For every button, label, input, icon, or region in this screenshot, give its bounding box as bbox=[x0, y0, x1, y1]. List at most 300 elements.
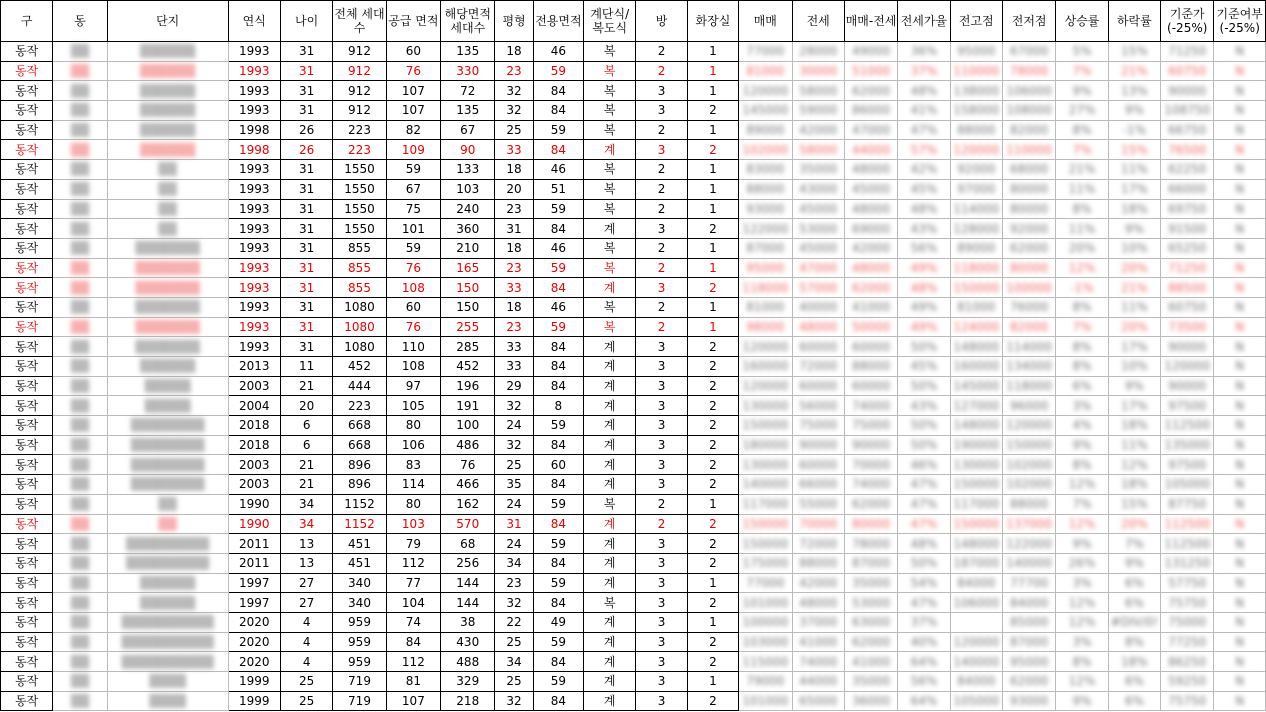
cell-dong[interactable]: ▒▒ bbox=[53, 396, 107, 416]
cell-complex[interactable]: ▒▒▒▒▒▒ bbox=[107, 61, 228, 81]
table-cell[interactable]: 108 bbox=[386, 278, 440, 298]
blurred-cell[interactable]: 150000 bbox=[1002, 435, 1055, 455]
cell-gu[interactable]: 동작 bbox=[1, 435, 53, 455]
table-cell[interactable]: 23 bbox=[495, 61, 533, 81]
table-cell[interactable]: 1550 bbox=[333, 179, 386, 199]
table-cell[interactable]: 복 bbox=[584, 160, 636, 180]
blurred-cell[interactable]: 106000 bbox=[1002, 81, 1055, 101]
table-cell[interactable]: 452 bbox=[333, 357, 386, 377]
blurred-cell[interactable]: 105000 bbox=[950, 691, 1002, 711]
table-cell[interactable]: 210 bbox=[441, 238, 495, 258]
blurred-cell[interactable]: 10% bbox=[1108, 238, 1160, 258]
blurred-cell[interactable]: N bbox=[1214, 376, 1266, 396]
cell-complex[interactable]: ▒▒▒▒▒▒▒▒▒▒ bbox=[107, 632, 228, 652]
table-cell[interactable]: 59 bbox=[533, 573, 583, 593]
cell-dong[interactable]: ▒▒ bbox=[53, 416, 107, 436]
cell-gu[interactable]: 동작 bbox=[1, 672, 53, 692]
table-cell[interactable]: 2 bbox=[687, 514, 738, 534]
cell-gu[interactable]: 동작 bbox=[1, 297, 53, 317]
table-cell[interactable]: 31 bbox=[280, 337, 332, 357]
table-cell[interactable]: 80 bbox=[386, 494, 440, 514]
blurred-cell[interactable]: 122000 bbox=[739, 219, 792, 239]
table-cell[interactable]: 2 bbox=[636, 258, 687, 278]
blurred-cell[interactable]: 58000 bbox=[792, 140, 844, 160]
cell-dong[interactable]: ▒▒ bbox=[53, 42, 107, 62]
table-cell[interactable]: 복 bbox=[584, 238, 636, 258]
table-cell[interactable]: 계 bbox=[584, 396, 636, 416]
blurred-cell[interactable]: 40000 bbox=[792, 297, 844, 317]
blurred-cell[interactable]: N bbox=[1214, 219, 1266, 239]
table-cell[interactable]: 6 bbox=[280, 435, 332, 455]
table-row[interactable] bbox=[1, 494, 1266, 514]
table-cell[interactable]: 59 bbox=[533, 416, 583, 436]
blurred-cell[interactable]: 80000 bbox=[844, 514, 897, 534]
table-cell[interactable]: 계 bbox=[584, 514, 636, 534]
column-header[interactable]: 공급 면적 bbox=[386, 1, 440, 42]
table-cell[interactable]: 2 bbox=[687, 140, 738, 160]
table-cell[interactable]: 2 bbox=[687, 593, 738, 613]
table-cell[interactable]: 59 bbox=[533, 632, 583, 652]
cell-dong[interactable]: ▒▒ bbox=[53, 475, 107, 495]
blurred-cell[interactable]: 35000 bbox=[844, 573, 897, 593]
blurred-cell[interactable]: 100000 bbox=[1002, 278, 1055, 298]
table-cell[interactable]: 59 bbox=[533, 199, 583, 219]
blurred-cell[interactable]: N bbox=[1214, 101, 1266, 121]
blurred-cell[interactable]: 80000 bbox=[1002, 179, 1055, 199]
table-cell[interactable]: 1993 bbox=[228, 101, 280, 121]
table-cell[interactable]: 67 bbox=[386, 179, 440, 199]
table-row[interactable] bbox=[1, 632, 1266, 652]
table-cell[interactable]: 33 bbox=[495, 278, 533, 298]
blurred-cell[interactable]: 6% bbox=[1108, 691, 1160, 711]
blurred-cell[interactable]: 150000 bbox=[950, 278, 1002, 298]
cell-gu[interactable]: 동작 bbox=[1, 42, 53, 62]
blurred-cell[interactable]: 60000 bbox=[792, 455, 844, 475]
table-row[interactable] bbox=[1, 337, 1266, 357]
column-header[interactable]: 전체 세대수 bbox=[333, 1, 386, 42]
blurred-cell[interactable]: 140000 bbox=[739, 475, 792, 495]
table-row[interactable] bbox=[1, 691, 1266, 711]
blurred-cell[interactable]: 59250 bbox=[1161, 672, 1214, 692]
cell-dong[interactable]: ▒▒ bbox=[53, 61, 107, 81]
blurred-cell[interactable]: 8% bbox=[1108, 632, 1160, 652]
table-cell[interactable]: 계 bbox=[584, 455, 636, 475]
table-cell[interactable]: 3 bbox=[636, 593, 687, 613]
table-cell[interactable]: 25 bbox=[495, 120, 533, 140]
blurred-cell[interactable]: 64% bbox=[898, 691, 950, 711]
blurred-cell[interactable]: 7% bbox=[1056, 494, 1108, 514]
cell-dong[interactable]: ▒▒ bbox=[53, 317, 107, 337]
blurred-cell[interactable]: 8% bbox=[1056, 455, 1108, 475]
cell-dong[interactable]: ▒▒ bbox=[53, 278, 107, 298]
cell-gu[interactable]: 동작 bbox=[1, 278, 53, 298]
blurred-cell[interactable]: 48000 bbox=[792, 317, 844, 337]
table-cell[interactable]: 1 bbox=[687, 120, 738, 140]
blurred-cell[interactable]: 102000 bbox=[739, 140, 792, 160]
blurred-cell[interactable]: 9% bbox=[1108, 376, 1160, 396]
blurred-cell[interactable]: 150000 bbox=[739, 514, 792, 534]
table-cell[interactable]: 51 bbox=[533, 179, 583, 199]
table-row[interactable] bbox=[1, 199, 1266, 219]
blurred-cell[interactable]: 75000 bbox=[1161, 612, 1214, 632]
blurred-cell[interactable]: 148000 bbox=[950, 416, 1002, 436]
table-cell[interactable]: 59 bbox=[386, 160, 440, 180]
table-cell[interactable]: 452 bbox=[441, 357, 495, 377]
blurred-cell[interactable]: 50% bbox=[898, 553, 950, 573]
table-row[interactable] bbox=[1, 140, 1266, 160]
blurred-cell[interactable]: 150000 bbox=[739, 416, 792, 436]
table-cell[interactable]: 계 bbox=[584, 652, 636, 672]
blurred-cell[interactable]: 56% bbox=[898, 238, 950, 258]
table-cell[interactable]: 165 bbox=[441, 258, 495, 278]
table-cell[interactable]: 1 bbox=[687, 494, 738, 514]
blurred-cell[interactable]: N bbox=[1214, 278, 1266, 298]
table-cell[interactable]: 계 bbox=[584, 357, 636, 377]
cell-dong[interactable]: ▒▒ bbox=[53, 652, 107, 672]
table-cell[interactable]: 76 bbox=[386, 61, 440, 81]
blurred-cell[interactable]: 81000 bbox=[739, 297, 792, 317]
blurred-cell[interactable]: 81000 bbox=[739, 61, 792, 81]
table-cell[interactable]: 2 bbox=[636, 317, 687, 337]
table-cell[interactable]: 959 bbox=[333, 612, 386, 632]
blurred-cell[interactable]: 49% bbox=[898, 297, 950, 317]
table-cell[interactable]: 46 bbox=[533, 42, 583, 62]
table-cell[interactable]: 2 bbox=[636, 199, 687, 219]
table-cell[interactable]: 133 bbox=[441, 160, 495, 180]
blurred-cell[interactable]: 86000 bbox=[844, 101, 897, 121]
table-cell[interactable]: 68 bbox=[441, 534, 495, 554]
table-cell[interactable]: 35 bbox=[495, 475, 533, 495]
blurred-cell[interactable]: 95000 bbox=[1002, 652, 1055, 672]
table-cell[interactable]: 1152 bbox=[333, 514, 386, 534]
table-cell[interactable]: 1080 bbox=[333, 297, 386, 317]
blurred-cell[interactable]: 76500 bbox=[1161, 140, 1214, 160]
blurred-cell[interactable]: N bbox=[1214, 179, 1266, 199]
table-cell[interactable]: 1080 bbox=[333, 337, 386, 357]
table-cell[interactable]: 32 bbox=[495, 81, 533, 101]
blurred-cell[interactable]: 42% bbox=[898, 160, 950, 180]
blurred-cell[interactable]: N bbox=[1214, 81, 1266, 101]
table-cell[interactable]: 2011 bbox=[228, 534, 280, 554]
blurred-cell[interactable]: 43000 bbox=[792, 179, 844, 199]
blurred-cell[interactable]: 10% bbox=[1108, 357, 1160, 377]
cell-dong[interactable]: ▒▒ bbox=[53, 553, 107, 573]
cell-complex[interactable]: ▒▒▒▒▒▒ bbox=[107, 101, 228, 121]
cell-gu[interactable]: 동작 bbox=[1, 573, 53, 593]
table-cell[interactable]: 3 bbox=[636, 652, 687, 672]
blurred-cell[interactable]: 118000 bbox=[1002, 376, 1055, 396]
table-cell[interactable]: 34 bbox=[495, 652, 533, 672]
cell-complex[interactable]: ▒▒▒▒▒▒▒ bbox=[107, 238, 228, 258]
table-cell[interactable]: 855 bbox=[333, 238, 386, 258]
blurred-cell[interactable]: 47% bbox=[898, 120, 950, 140]
table-cell[interactable]: 959 bbox=[333, 632, 386, 652]
cell-complex[interactable]: ▒▒▒▒▒▒▒▒ bbox=[107, 455, 228, 475]
table-cell[interactable]: 340 bbox=[333, 593, 386, 613]
cell-dong[interactable]: ▒▒ bbox=[53, 140, 107, 160]
column-header[interactable]: 계단식/ 복도식 bbox=[584, 1, 636, 42]
table-cell[interactable]: 복 bbox=[584, 297, 636, 317]
blurred-cell[interactable]: 55000 bbox=[792, 494, 844, 514]
table-row[interactable] bbox=[1, 416, 1266, 436]
cell-dong[interactable]: ▒▒ bbox=[53, 435, 107, 455]
table-cell[interactable]: 31 bbox=[280, 101, 332, 121]
table-cell[interactable]: 4 bbox=[280, 652, 332, 672]
table-row[interactable] bbox=[1, 160, 1266, 180]
table-row[interactable] bbox=[1, 396, 1266, 416]
blurred-cell[interactable]: 112500 bbox=[1161, 534, 1214, 554]
blurred-cell[interactable]: 47000 bbox=[792, 258, 844, 278]
table-cell[interactable]: 23 bbox=[495, 199, 533, 219]
table-cell[interactable]: 84 bbox=[533, 691, 583, 711]
blurred-cell[interactable]: 56% bbox=[898, 672, 950, 692]
table-cell[interactable]: 3 bbox=[636, 416, 687, 436]
table-cell[interactable]: 2 bbox=[687, 435, 738, 455]
blurred-cell[interactable]: 108000 bbox=[1002, 101, 1055, 121]
blurred-cell[interactable]: 67000 bbox=[1002, 42, 1055, 62]
table-cell[interactable]: 107 bbox=[386, 691, 440, 711]
table-cell[interactable]: 74 bbox=[386, 612, 440, 632]
table-cell[interactable]: 912 bbox=[333, 61, 386, 81]
blurred-cell[interactable]: 12% bbox=[1056, 593, 1108, 613]
cell-dong[interactable]: ▒▒ bbox=[53, 612, 107, 632]
cell-complex[interactable]: ▒▒▒▒▒▒ bbox=[107, 593, 228, 613]
blurred-cell[interactable]: 93000 bbox=[1002, 691, 1055, 711]
blurred-cell[interactable]: 105000 bbox=[1161, 475, 1214, 495]
table-cell[interactable]: 72 bbox=[441, 81, 495, 101]
table-cell[interactable]: 106 bbox=[386, 435, 440, 455]
blurred-cell[interactable]: 74000 bbox=[844, 475, 897, 495]
table-cell[interactable]: 360 bbox=[441, 219, 495, 239]
blurred-cell[interactable]: 140000 bbox=[950, 652, 1002, 672]
blurred-cell[interactable]: 47000 bbox=[844, 120, 897, 140]
table-cell[interactable]: 3 bbox=[636, 632, 687, 652]
table-cell[interactable]: 3 bbox=[636, 534, 687, 554]
table-cell[interactable]: 1 bbox=[687, 61, 738, 81]
table-row[interactable] bbox=[1, 455, 1266, 475]
cell-gu[interactable]: 동작 bbox=[1, 632, 53, 652]
cell-complex[interactable]: ▒▒▒▒▒▒ bbox=[107, 140, 228, 160]
cell-complex[interactable]: ▒▒▒▒▒▒ bbox=[107, 573, 228, 593]
table-cell[interactable]: 계 bbox=[584, 573, 636, 593]
blurred-cell[interactable]: 190000 bbox=[950, 435, 1002, 455]
table-cell[interactable]: 3 bbox=[636, 573, 687, 593]
blurred-cell[interactable]: N bbox=[1214, 553, 1266, 573]
blurred-cell[interactable]: 117000 bbox=[950, 494, 1002, 514]
blurred-cell[interactable]: 120000 bbox=[1161, 357, 1214, 377]
table-cell[interactable]: 223 bbox=[333, 120, 386, 140]
table-cell[interactable]: 계 bbox=[584, 337, 636, 357]
table-cell[interactable]: 84 bbox=[533, 278, 583, 298]
column-header[interactable]: 나이 bbox=[280, 1, 332, 42]
blurred-cell[interactable]: 102000 bbox=[1002, 475, 1055, 495]
cell-dong[interactable]: ▒▒ bbox=[53, 691, 107, 711]
table-cell[interactable]: 25 bbox=[495, 632, 533, 652]
cell-gu[interactable]: 동작 bbox=[1, 120, 53, 140]
table-cell[interactable]: 25 bbox=[495, 672, 533, 692]
table-cell[interactable]: 계 bbox=[584, 376, 636, 396]
blurred-cell[interactable]: 9% bbox=[1056, 435, 1108, 455]
table-cell[interactable]: 27 bbox=[280, 593, 332, 613]
table-cell[interactable]: 1 bbox=[687, 672, 738, 692]
blurred-cell[interactable]: 148000 bbox=[950, 534, 1002, 554]
blurred-cell[interactable]: 20% bbox=[1108, 514, 1160, 534]
blurred-cell[interactable]: 89000 bbox=[739, 120, 792, 140]
blurred-cell[interactable]: 75000 bbox=[844, 416, 897, 436]
cell-gu[interactable]: 동작 bbox=[1, 317, 53, 337]
table-cell[interactable]: 2004 bbox=[228, 396, 280, 416]
table-cell[interactable]: 31 bbox=[280, 160, 332, 180]
blurred-cell[interactable]: 41000 bbox=[792, 632, 844, 652]
column-header[interactable]: 전세 bbox=[792, 1, 844, 42]
table-cell[interactable]: 29 bbox=[495, 376, 533, 396]
table-cell[interactable]: 복 bbox=[584, 593, 636, 613]
blurred-cell[interactable]: 3% bbox=[1056, 632, 1108, 652]
cell-dong[interactable]: ▒▒ bbox=[53, 199, 107, 219]
blurred-cell[interactable]: 11% bbox=[1056, 219, 1108, 239]
table-cell[interactable]: 1990 bbox=[228, 514, 280, 534]
blurred-cell[interactable]: 9% bbox=[1056, 81, 1108, 101]
table-cell[interactable]: 31 bbox=[280, 61, 332, 81]
table-cell[interactable]: 13 bbox=[280, 534, 332, 554]
table-cell[interactable]: 76 bbox=[386, 317, 440, 337]
cell-gu[interactable]: 동작 bbox=[1, 534, 53, 554]
table-cell[interactable]: 329 bbox=[441, 672, 495, 692]
blurred-cell[interactable]: 118000 bbox=[950, 258, 1002, 278]
blurred-cell[interactable]: N bbox=[1214, 317, 1266, 337]
table-cell[interactable]: 복 bbox=[584, 120, 636, 140]
table-cell[interactable]: 103 bbox=[386, 514, 440, 534]
table-cell[interactable]: 84 bbox=[533, 652, 583, 672]
table-cell[interactable]: 2 bbox=[636, 297, 687, 317]
blurred-cell[interactable]: 70000 bbox=[844, 455, 897, 475]
table-cell[interactable]: 110 bbox=[386, 337, 440, 357]
blurred-cell[interactable]: 114000 bbox=[950, 199, 1002, 219]
blurred-cell[interactable]: 15% bbox=[1108, 42, 1160, 62]
table-cell[interactable]: 34 bbox=[280, 494, 332, 514]
blurred-cell[interactable]: 60750 bbox=[1161, 61, 1214, 81]
cell-complex[interactable]: ▒▒ bbox=[107, 514, 228, 534]
blurred-cell[interactable]: N bbox=[1214, 199, 1266, 219]
blurred-cell[interactable]: -1% bbox=[1108, 120, 1160, 140]
table-cell[interactable]: 84 bbox=[533, 514, 583, 534]
cell-dong[interactable]: ▒▒ bbox=[53, 120, 107, 140]
table-cell[interactable]: 59 bbox=[533, 317, 583, 337]
blurred-cell[interactable]: 21% bbox=[1056, 160, 1108, 180]
blurred-cell[interactable]: N bbox=[1214, 140, 1266, 160]
table-row[interactable] bbox=[1, 81, 1266, 101]
table-cell[interactable]: 31 bbox=[280, 42, 332, 62]
table-cell[interactable]: 60 bbox=[386, 42, 440, 62]
cell-complex[interactable]: ▒▒▒▒▒▒ bbox=[107, 42, 228, 62]
blurred-cell[interactable]: 17% bbox=[1108, 179, 1160, 199]
blurred-cell[interactable]: 75000 bbox=[792, 416, 844, 436]
blurred-cell[interactable]: 74000 bbox=[844, 396, 897, 416]
table-cell[interactable]: 계 bbox=[584, 612, 636, 632]
table-cell[interactable]: 21 bbox=[280, 376, 332, 396]
table-cell[interactable]: 896 bbox=[333, 455, 386, 475]
cell-gu[interactable]: 동작 bbox=[1, 160, 53, 180]
blurred-cell[interactable]: 7% bbox=[1108, 534, 1160, 554]
blurred-cell[interactable]: 115000 bbox=[739, 652, 792, 672]
table-cell[interactable]: 105 bbox=[386, 396, 440, 416]
table-cell[interactable]: 38 bbox=[441, 612, 495, 632]
blurred-cell[interactable]: 4% bbox=[1056, 416, 1108, 436]
blurred-cell[interactable]: 11% bbox=[1108, 435, 1160, 455]
blurred-cell[interactable]: 72000 bbox=[792, 534, 844, 554]
table-cell[interactable]: 2020 bbox=[228, 612, 280, 632]
table-cell[interactable]: 18 bbox=[495, 42, 533, 62]
blurred-cell[interactable]: 120000 bbox=[950, 140, 1002, 160]
table-cell[interactable]: 451 bbox=[333, 534, 386, 554]
table-cell[interactable]: 1998 bbox=[228, 120, 280, 140]
table-cell[interactable]: 32 bbox=[495, 101, 533, 121]
blurred-cell[interactable]: 53000 bbox=[792, 219, 844, 239]
blurred-cell[interactable]: 47% bbox=[898, 494, 950, 514]
blurred-cell[interactable]: 78000 bbox=[844, 534, 897, 554]
blurred-cell[interactable]: 92000 bbox=[1002, 219, 1055, 239]
blurred-cell[interactable]: N bbox=[1214, 337, 1266, 357]
table-cell[interactable]: 84 bbox=[533, 337, 583, 357]
table-cell[interactable]: 84 bbox=[386, 632, 440, 652]
table-cell[interactable]: 3 bbox=[636, 455, 687, 475]
blurred-cell[interactable]: 57% bbox=[898, 140, 950, 160]
blurred-cell[interactable]: 80000 bbox=[1002, 258, 1055, 278]
blurred-cell[interactable]: 140000 bbox=[1002, 553, 1055, 573]
blurred-cell[interactable]: -1% bbox=[1056, 278, 1108, 298]
table-cell[interactable]: 107 bbox=[386, 81, 440, 101]
table-cell[interactable]: 451 bbox=[333, 553, 386, 573]
blurred-cell[interactable]: 180000 bbox=[739, 435, 792, 455]
table-cell[interactable]: 1993 bbox=[228, 337, 280, 357]
blurred-cell[interactable]: 49% bbox=[898, 258, 950, 278]
blurred-cell[interactable]: 65000 bbox=[792, 691, 844, 711]
table-cell[interactable]: 855 bbox=[333, 278, 386, 298]
table-cell[interactable]: 2003 bbox=[228, 376, 280, 396]
cell-gu[interactable]: 동작 bbox=[1, 612, 53, 632]
blurred-cell[interactable] bbox=[950, 612, 1002, 632]
table-cell[interactable]: 2 bbox=[687, 553, 738, 573]
table-cell[interactable]: 144 bbox=[441, 593, 495, 613]
blurred-cell[interactable]: 6% bbox=[1108, 573, 1160, 593]
table-cell[interactable]: 20 bbox=[280, 396, 332, 416]
blurred-cell[interactable]: 77000 bbox=[739, 42, 792, 62]
table-cell[interactable]: 223 bbox=[333, 140, 386, 160]
table-cell[interactable]: 2 bbox=[636, 514, 687, 534]
table-cell[interactable]: 2 bbox=[687, 337, 738, 357]
cell-dong[interactable]: ▒▒ bbox=[53, 238, 107, 258]
blurred-cell[interactable]: 110000 bbox=[950, 61, 1002, 81]
table-cell[interactable]: 59 bbox=[533, 494, 583, 514]
table-cell[interactable]: 계 bbox=[584, 632, 636, 652]
blurred-cell[interactable]: 35000 bbox=[844, 672, 897, 692]
blurred-cell[interactable]: 101000 bbox=[739, 593, 792, 613]
blurred-cell[interactable]: 48000 bbox=[844, 160, 897, 180]
blurred-cell[interactable]: 12% bbox=[1056, 475, 1108, 495]
cell-gu[interactable]: 동작 bbox=[1, 238, 53, 258]
table-cell[interactable]: 31 bbox=[280, 278, 332, 298]
table-cell[interactable]: 46 bbox=[533, 238, 583, 258]
blurred-cell[interactable]: 127000 bbox=[950, 396, 1002, 416]
blurred-cell[interactable]: 88500 bbox=[1161, 278, 1214, 298]
table-cell[interactable]: 59 bbox=[533, 120, 583, 140]
blurred-cell[interactable]: 59000 bbox=[792, 101, 844, 121]
table-cell[interactable]: 25 bbox=[495, 455, 533, 475]
blurred-cell[interactable]: 82000 bbox=[1002, 317, 1055, 337]
cell-gu[interactable]: 동작 bbox=[1, 179, 53, 199]
table-cell[interactable]: 59 bbox=[533, 672, 583, 692]
blurred-cell[interactable]: 53000 bbox=[844, 593, 897, 613]
